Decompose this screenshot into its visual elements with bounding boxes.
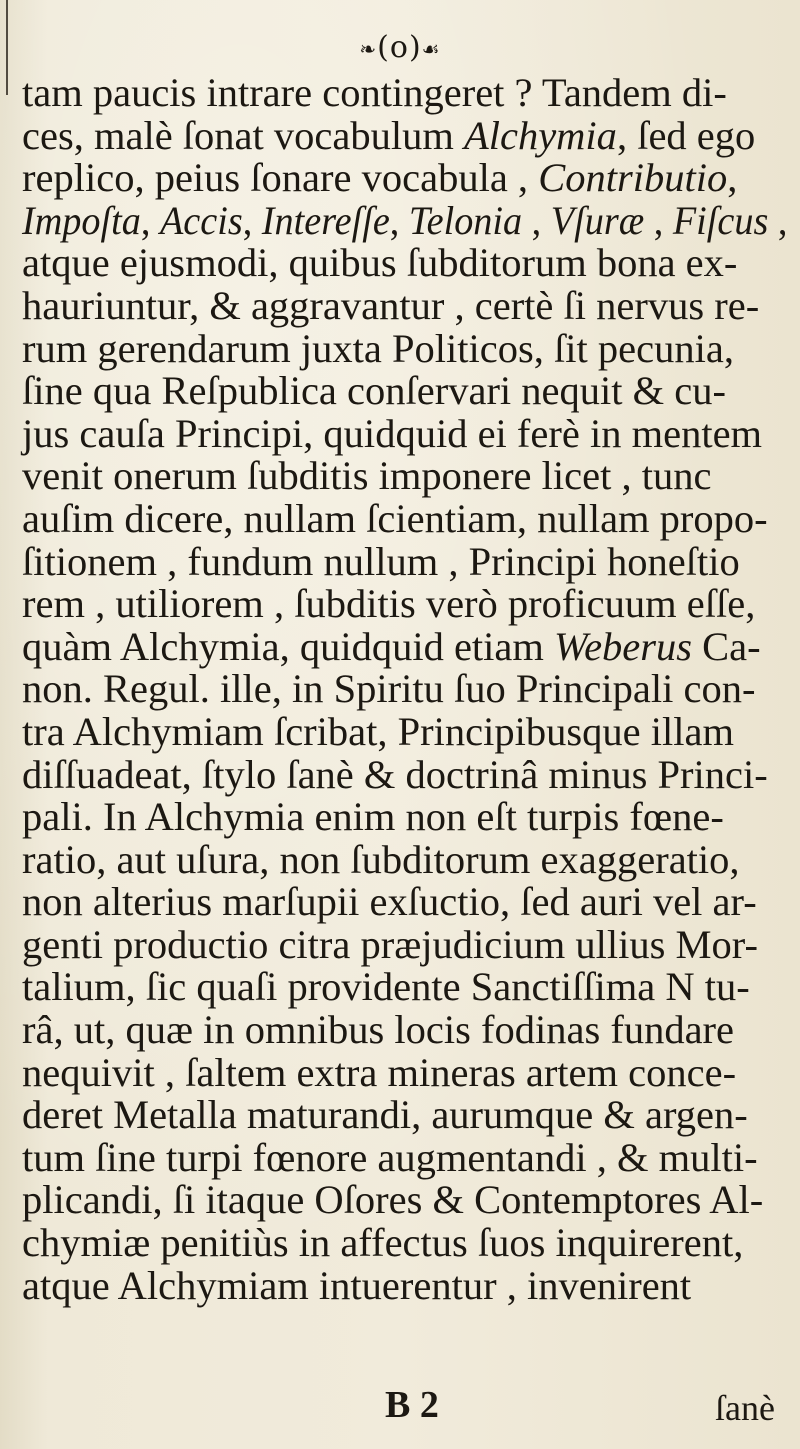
text-run: ſine qua Reſpublica conſervari nequit & cu- xyxy=(22,368,727,414)
page-header-text: (o) xyxy=(377,30,422,65)
text-run: ratio, aut uſura, non ſubditorum exaggeratio, xyxy=(22,836,740,882)
italic-term: Weberus xyxy=(554,623,693,669)
text-line xyxy=(22,197,788,243)
text-run: ſitionem , fundum nullum , Principi honeſtio xyxy=(22,538,740,584)
text-line xyxy=(22,1179,792,1222)
text-line xyxy=(22,1009,792,1052)
catchword: ſanè xyxy=(715,1388,775,1428)
text-run: Ca- xyxy=(692,623,761,669)
text-run: atque ejusmodi, quibus ſubditorum bona ex- xyxy=(22,240,738,286)
text-run: , xyxy=(768,197,788,243)
text-run: hauriuntur, & aggravantur , certè ſi nervus re- xyxy=(22,282,760,328)
text-run: rem , utiliorem , ſubditis verò proficuum eſſe, xyxy=(22,581,756,627)
text-line xyxy=(22,157,792,200)
text-line xyxy=(22,623,792,669)
italic-term: Fiſcus xyxy=(672,197,769,243)
text-run: , xyxy=(242,197,262,243)
text-line xyxy=(22,112,792,158)
text-line xyxy=(22,538,792,584)
text-line xyxy=(22,966,792,1009)
italic-term: Intereſſe xyxy=(261,197,390,243)
body-text xyxy=(22,72,792,1307)
italic-term: Telonia xyxy=(408,197,523,243)
text-line xyxy=(22,282,792,328)
text-line xyxy=(22,881,792,924)
text-run: râ, ut, quæ in omnibus locis fodinas fundare xyxy=(22,1007,735,1053)
text-run: , xyxy=(140,197,160,243)
text-run: talium, ſic quaſi providente Sanctiſſima N tu- xyxy=(22,964,750,1010)
text-run: tra Alchymiam ſcribat, Principibusque illam xyxy=(22,708,734,754)
page-header xyxy=(0,30,800,65)
text-run: atque Alchymiam intuerentur , invenirent xyxy=(22,1262,692,1308)
text-line xyxy=(22,1094,792,1137)
text-run: non. Regul. ille, in Spiritu ſuo Principali con- xyxy=(22,666,756,712)
italic-term: Alchymia xyxy=(463,112,617,158)
left-ornament-icon: ❧ xyxy=(359,37,378,61)
text-run: nequivit , ſaltem extra mineras artem conce- xyxy=(22,1049,737,1095)
text-run: quàm Alchymia, quidquid etiam xyxy=(22,623,555,669)
text-line xyxy=(22,921,792,967)
text-run: tum ſine turpi fœnore augmentandi , & multi- xyxy=(22,1134,758,1180)
text-line xyxy=(22,836,792,882)
text-run: diſſuadeat, ſtylo ſanè & doctrinâ minus Princi- xyxy=(22,751,768,797)
text-line xyxy=(22,796,792,839)
text-line xyxy=(22,455,792,498)
text-line xyxy=(22,325,792,371)
italic-term: Impoſta xyxy=(22,197,141,243)
text-run: , ſed ego xyxy=(616,112,756,158)
italic-term: Accis xyxy=(159,197,243,243)
text-run: auſim dicere, nullam ſcientiam, nullam propo- xyxy=(22,495,768,541)
text-run: jus cauſa Principi, quidquid ei ferè in mentem xyxy=(22,410,763,456)
text-run: genti productio citra præjudicium ullius Mor- xyxy=(22,921,758,967)
text-run: chymiæ penitiùs in affectus ſuos inquirerent, xyxy=(22,1220,744,1266)
text-line xyxy=(22,72,792,115)
text-line xyxy=(22,495,792,541)
text-line xyxy=(22,751,792,797)
text-run: , xyxy=(522,197,551,243)
text-run: pali. In Alchymia enim non eſt turpis fœne- xyxy=(22,794,724,840)
right-ornament-icon: ☙ xyxy=(421,37,441,61)
italic-term: Contributio xyxy=(538,155,728,201)
page-footer xyxy=(0,1383,800,1433)
text-line xyxy=(22,668,792,711)
signature-mark: B 2 xyxy=(385,1384,439,1426)
text-run: , xyxy=(389,197,409,243)
text-run: , xyxy=(727,155,738,201)
text-run: ces, malè ſonat vocabulum xyxy=(22,112,464,158)
text-run: plicandi, ſi itaque Oſores & Contemptores Al- xyxy=(22,1177,764,1223)
text-line xyxy=(22,708,792,754)
text-line xyxy=(22,583,792,626)
text-run: venit onerum ſubditis imponere licet , tunc xyxy=(22,453,712,499)
text-run: tam paucis intrare contingeret ? Tandem di- xyxy=(22,70,727,115)
text-line xyxy=(22,1134,792,1180)
text-run: replico, peius ſonare vocabula , xyxy=(22,155,539,201)
text-run: deret Metalla maturandi, aurumque & argen- xyxy=(22,1092,748,1138)
text-run: , xyxy=(644,197,673,243)
text-line xyxy=(22,1222,792,1265)
text-run: rum gerendarum juxta Politicos, ſit pecunia, xyxy=(22,325,734,371)
italic-term: Vſuræ xyxy=(550,197,645,243)
text-line xyxy=(22,242,792,285)
text-line xyxy=(22,1049,792,1095)
text-line xyxy=(22,1262,792,1308)
text-run: non alterius marſupii exſuctio, ſed auri vel ar- xyxy=(22,879,757,925)
text-line xyxy=(22,410,792,456)
text-line xyxy=(22,370,792,413)
